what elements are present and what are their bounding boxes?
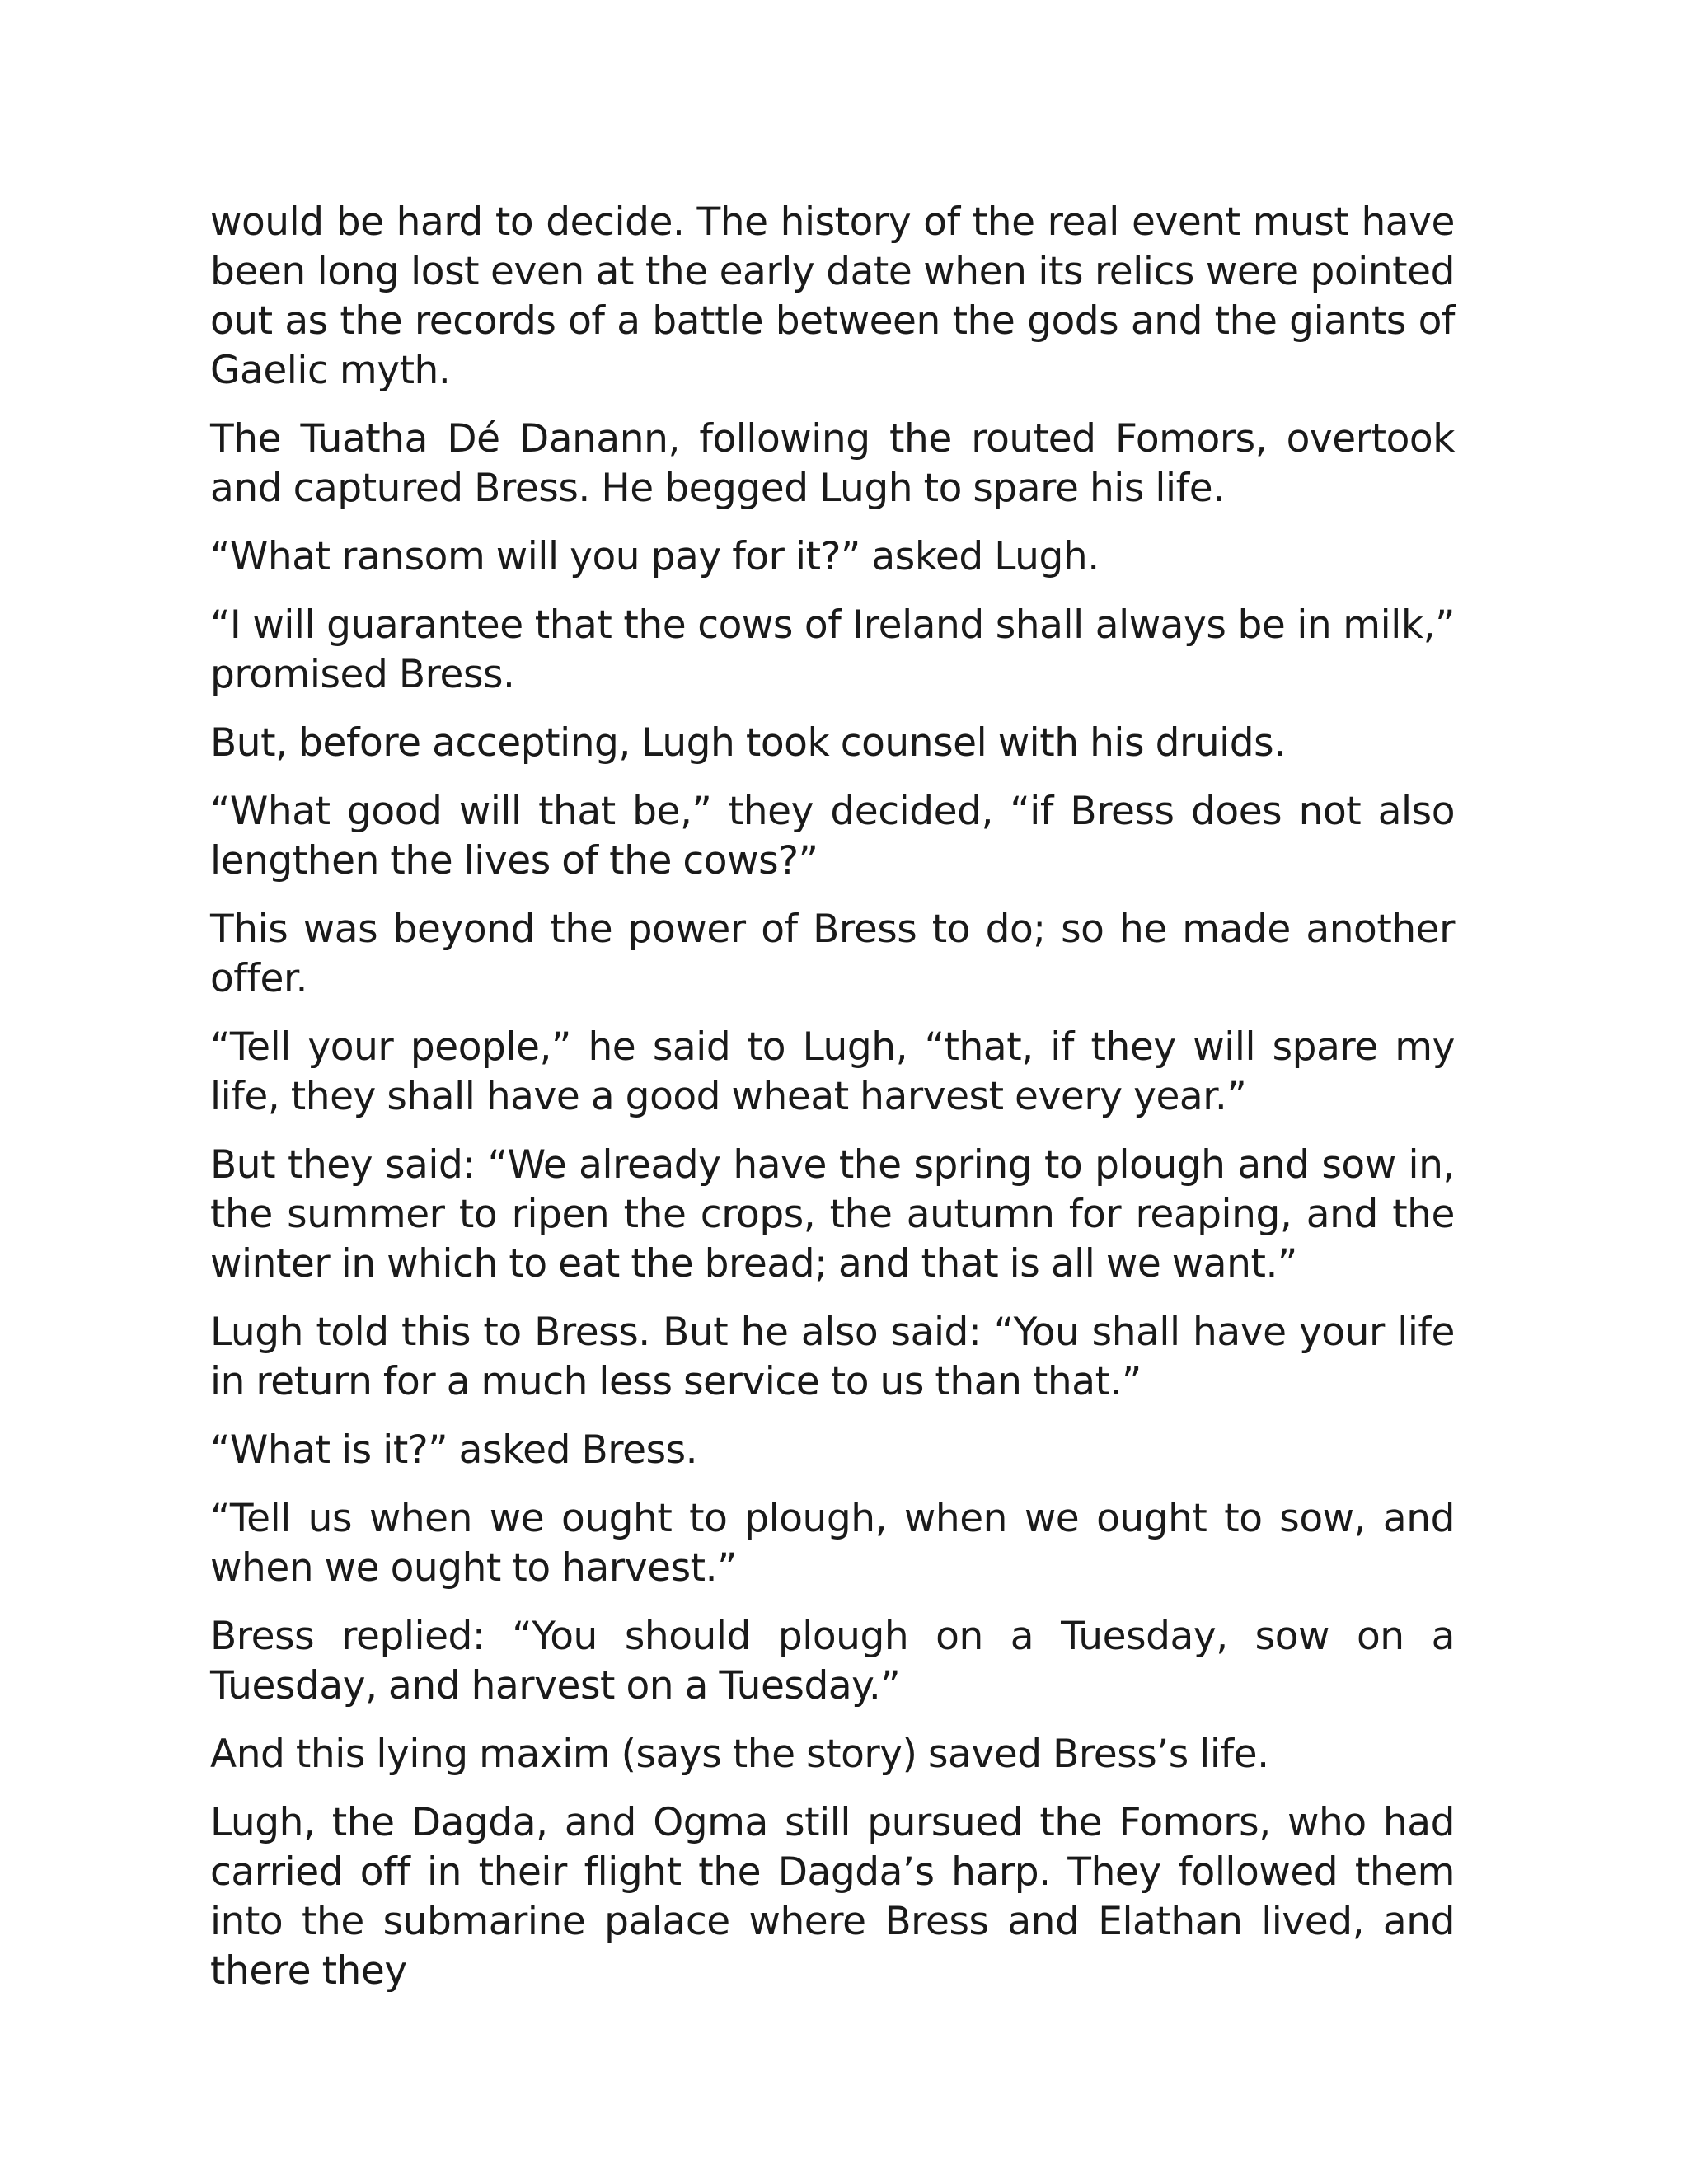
paragraph: Lugh told this to Bress. But he also said: “You shall have your life in return for a much less service to us than that.” [210, 1310, 1455, 1404]
paragraph: And this lying maxim (says the story) saved Bress’s life. [210, 1732, 1269, 1777]
paragraph: The Tuatha Dé Danann, following the routed Fomors, overtook and captured Bress. He begged Lugh to spare his life. [210, 416, 1455, 511]
paragraph: But, before accepting, Lugh took counsel with his druids. [210, 720, 1286, 766]
paragraph: This was beyond the power of Bress to do; so he made another offer. [210, 907, 1455, 1001]
paragraph: “I will guarantee that the cows of Ireland shall always be in milk,” promised Bress. [210, 602, 1455, 697]
paragraph: would be hard to decide. The history of the real event must have been long lost even at the early date when its relics were pointed out as the records of a battle between the gods and the giants of Gaelic myth. [210, 199, 1455, 393]
document-page [210, 198, 1455, 2015]
paragraph: Bress replied: “You should plough on a Tuesday, sow on a Tuesday, and harvest on a Tuesday.” [210, 1614, 1455, 1708]
paragraph: “What good will that be,” they decided, “if Bress does not also lengthen the lives of the cows?” [210, 789, 1455, 883]
paragraph: “Tell us when we ought to plough, when we ought to sow, and when we ought to harvest.” [210, 1496, 1455, 1591]
paragraph: “What ransom will you pay for it?” asked Lugh. [210, 534, 1100, 579]
paragraph: “What is it?” asked Bress. [210, 1427, 698, 1473]
paragraph: “Tell your people,” he said to Lugh, “that, if they will spare my life, they shall have a good wheat harvest every year.” [210, 1024, 1455, 1119]
paragraph: But they said: “We already have the spring to plough and sow in, the summer to ripen the crops, the autumn for reaping, and the winter in which to eat the bread; and that is all we want.” [210, 1142, 1455, 1286]
paragraph: Lugh, the Dagda, and Ogma still pursued the Fomors, who had carried off in their flight the Dagda’s harp. They followed them into the submarine palace where Bress and Elathan lived, and there they [210, 1800, 1455, 1994]
